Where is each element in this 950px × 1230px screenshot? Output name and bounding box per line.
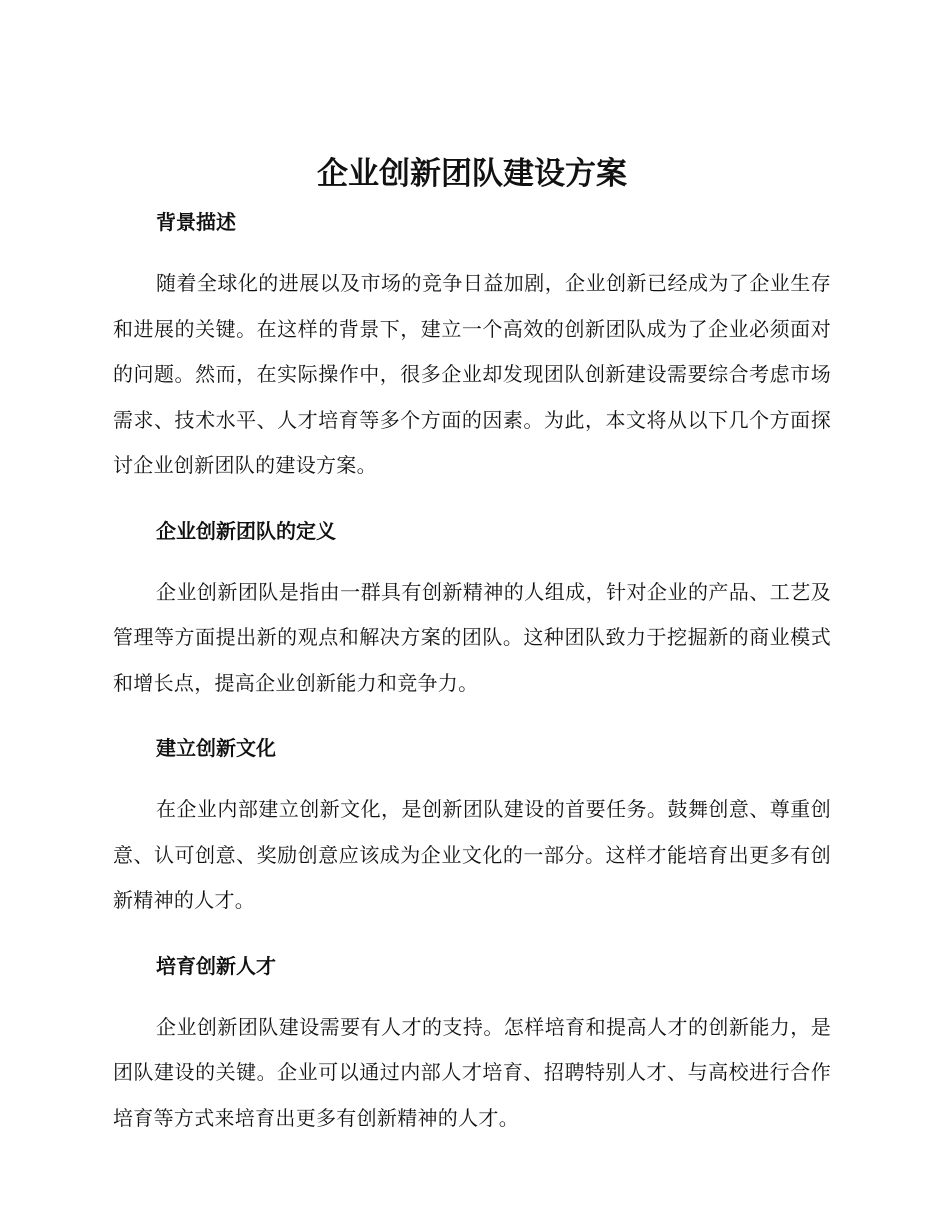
section-body-talent: 企业创新团队建设需要有人才的支持。怎样培育和提高人才的创新能力，是团队建设的关键。企业可以通过内部人才培育、招聘特别人才、与高校进行合作培育等方式来培育出更多有创新精神的人才。: [113, 1014, 831, 1130]
section-heading-background: 背景描述: [156, 210, 236, 234]
document-page: [113, 152, 831, 1141]
section-culture: [113, 733, 831, 924]
section-heading-talent: 培育创新人才: [156, 953, 276, 978]
document-title: 企业创新团队建设方案: [317, 156, 627, 192]
section-talent: [113, 951, 831, 1142]
section-background: [113, 207, 831, 489]
section-body-culture: 在企业内部建立创新文化，是创新团队建设的首要任务。鼓舞创意、尊重创意、认可创意、奖励创意应该成为企业文化的一部分。这样才能培育出更多有创新精神的人才。: [113, 797, 831, 912]
section-body-definition: 企业创新团队是指由一群具有创新精神的人组成，针对企业的产品、工艺及管理等方面提出新的观点和解决方案的团队。这种团队致力于挖掘新的商业模式和增长点，提高企业创新能力和竞争力。: [113, 579, 831, 695]
section-heading-definition: 企业创新团队的定义: [156, 518, 336, 543]
section-definition: [113, 516, 831, 707]
section-heading-culture: 建立创新文化: [156, 736, 276, 760]
section-body-background: 随着全球化的进展以及市场的竞争日益加剧，企业创新已经成为了企业生存和进展的关键。在这样的背景下，建立一个高效的创新团队成为了企业必须面对的问题。然而，在实际操作中，很多企业却发现团队创新建设需要综合考虑市场需求、技术水平、人才培育等多个方面的因素。为此，本文将从以下几个方面探讨企业创新团队的建设方案。: [113, 271, 831, 477]
